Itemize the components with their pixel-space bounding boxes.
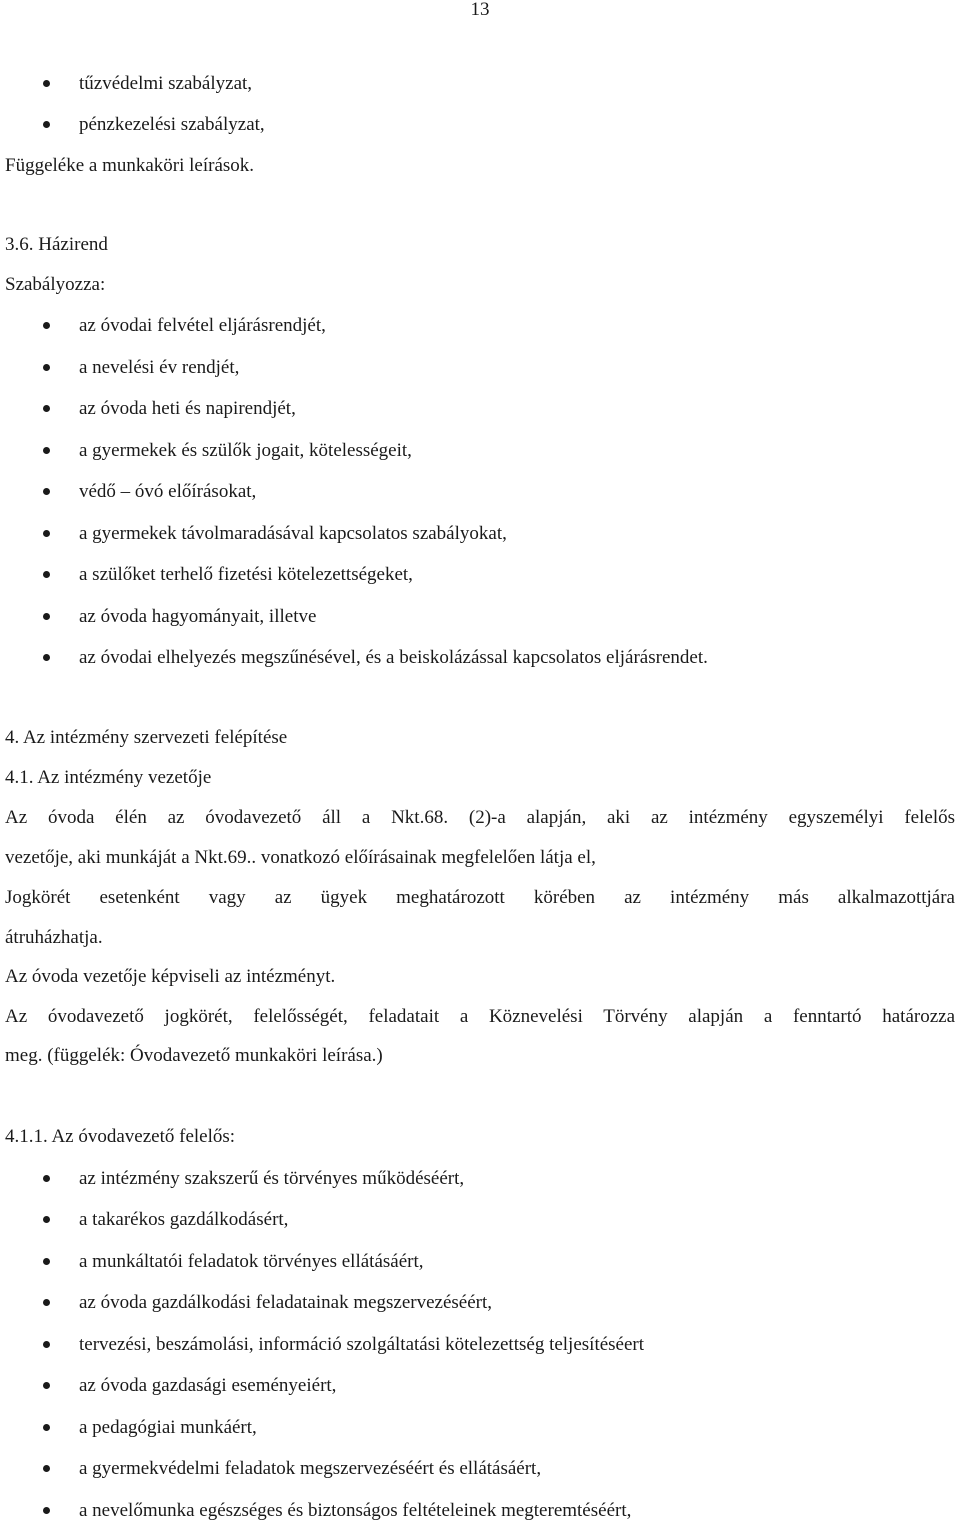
paragraph-line: Az óvodavezető jogkörét, felelősségét, feladatait a Köznevelési Törvény alapján a fenntartó határozza: [5, 1006, 955, 1027]
bullet-icon: [43, 1258, 50, 1265]
list-item: védő – óvó előírásokat,: [79, 481, 257, 502]
bullet-icon: [43, 1175, 50, 1182]
paragraph-line: vezetője, aki munkáját a Nkt.69.. vonatkozó előírásainak megfelelően látja el,: [5, 847, 596, 868]
section-heading: 3.6. Házirend: [5, 234, 108, 255]
list-item: az óvoda gazdasági eseményeiért,: [79, 1375, 337, 1396]
list-item: a gyermekvédelmi feladatok megszervezéséért és ellátásáért,: [79, 1458, 542, 1479]
appendix-line: Függeléke a munkaköri leírások.: [5, 155, 255, 176]
list-item: pénzkezelési szabályzat,: [79, 114, 265, 135]
bullet-icon: [43, 488, 50, 495]
bullet-icon: [43, 447, 50, 454]
list-item: az óvodai elhelyezés megszűnésével, és a beiskolázással kapcsolatos eljárásrendet.: [79, 647, 708, 668]
list-item: a munkáltatói feladatok törvényes ellátásáért,: [79, 1251, 424, 1272]
subsection-heading: 4.1. Az intézmény vezetője: [5, 767, 212, 788]
bullet-icon: [43, 322, 50, 329]
bullet-icon: [43, 571, 50, 578]
list-item: az óvodai felvétel eljárásrendjét,: [79, 315, 326, 336]
list-item: az óvoda gazdálkodási feladatainak megszervezéséért,: [79, 1292, 493, 1313]
list-item: a szülőket terhelő fizetési kötelezettségeket,: [79, 564, 413, 585]
subsection-heading: 4.1.1. Az óvodavezető felelős:: [5, 1126, 236, 1147]
bullet-icon: [43, 530, 50, 537]
bullet-icon: [43, 364, 50, 371]
bullet-icon: [43, 80, 50, 87]
list-item: a takarékos gazdálkodásért,: [79, 1209, 289, 1230]
section-heading: 4. Az intézmény szervezeti felépítése: [5, 727, 288, 748]
list-item: tűzvédelmi szabályzat,: [79, 73, 253, 94]
list-item: a gyermekek távolmaradásával kapcsolatos szabályokat,: [79, 523, 507, 544]
bullet-icon: [43, 613, 50, 620]
regulates-label: Szabályozza:: [5, 274, 106, 295]
bullet-icon: [43, 1424, 50, 1431]
list-item: a gyermekek és szülők jogait, kötelességeit,: [79, 440, 412, 461]
list-item: a nevelési év rendjét,: [79, 357, 240, 378]
list-item: a pedagógiai munkáért,: [79, 1417, 257, 1438]
paragraph-line: Az óvoda vezetője képviseli az intézményt.: [5, 966, 336, 987]
bullet-icon: [43, 654, 50, 661]
bullet-icon: [43, 405, 50, 412]
bullet-icon: [43, 121, 50, 128]
paragraph-line: meg. (függelék: Óvodavezető munkaköri leírása.): [5, 1045, 383, 1066]
bullet-icon: [43, 1299, 50, 1306]
bullet-icon: [43, 1382, 50, 1389]
paragraph-line: Az óvoda élén az óvodavezető áll a Nkt.68. (2)-a alapján, aki az intézmény egyszemélyi felelős: [5, 807, 955, 828]
page-number: 13: [470, 0, 490, 20]
paragraph-line: Jogkörét esetenként vagy az ügyek meghatározott körében az intézmény más alkalmazottjára: [5, 887, 955, 908]
list-item: tervezési, beszámolási, információ szolgáltatási kötelezettség teljesítéséert: [79, 1334, 645, 1355]
bullet-icon: [43, 1216, 50, 1223]
paragraph-line: átruházhatja.: [5, 927, 103, 948]
bullet-icon: [43, 1465, 50, 1472]
list-item: a nevelőmunka egészséges és biztonságos feltételeinek megteremtéséért,: [79, 1500, 632, 1521]
bullet-icon: [43, 1341, 50, 1348]
list-item: az óvoda heti és napirendjét,: [79, 398, 296, 419]
list-item: az intézmény szakszerű és törvényes működéséért,: [79, 1168, 465, 1189]
bullet-icon: [43, 1507, 50, 1514]
list-item: az óvoda hagyományait, illetve: [79, 606, 317, 627]
